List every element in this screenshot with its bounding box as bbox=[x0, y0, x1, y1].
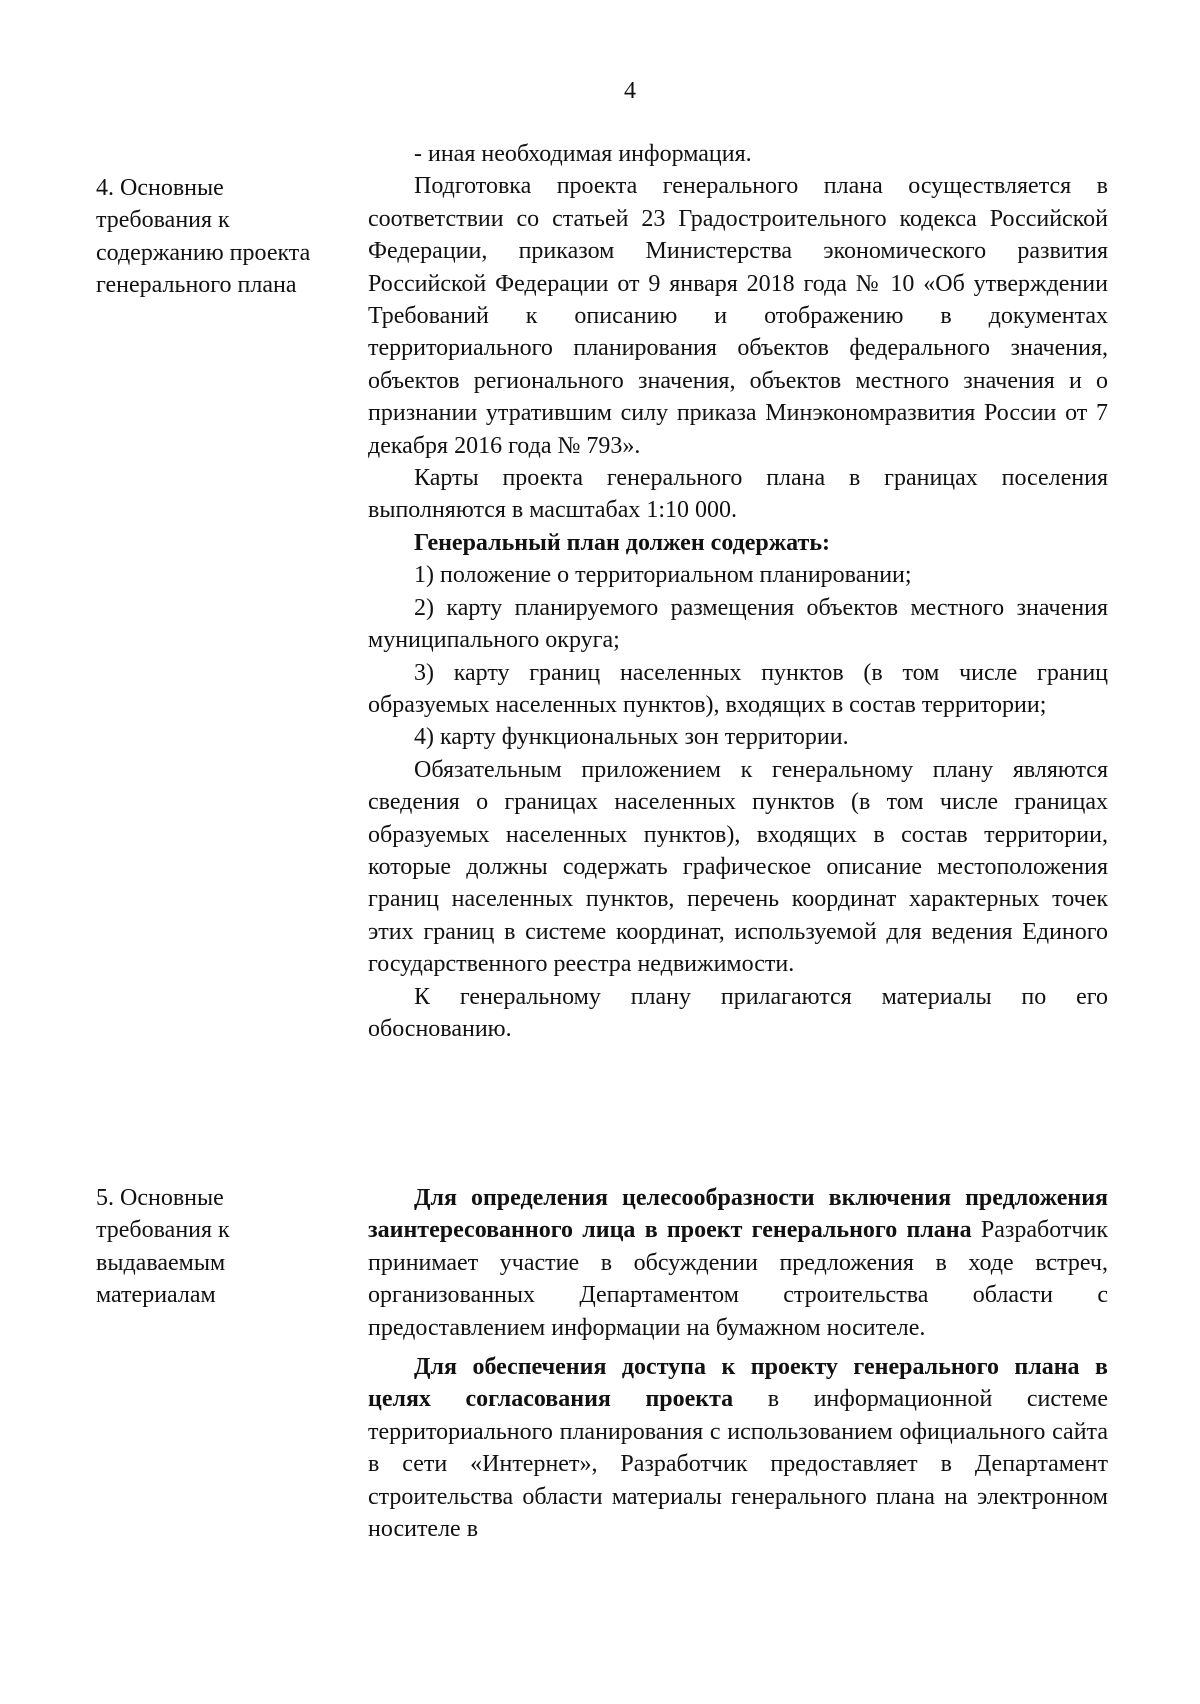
section-4-body bbox=[368, 138, 1108, 1045]
section-4-paragraph-3: Обязательным приложением к генеральному плану являются сведения о границах населенных пунктов (в том числе границах образуемых населенных пунктов), входящих в состав территории, которые должны содержать графическое описание местоположения границ населенных пунктов, перечень координат характерных точек этих границ в системе координат, используемой для ведения Единого государственного реестра недвижимости. bbox=[368, 756, 1108, 978]
section-5-paragraph-2-rest: в информационной системе территориального планирования с использованием официального сайта в сети «Интернет», Разработчик предоставляет в Департамент строительства области материалы генерального плана на электронном носителе в bbox=[368, 1386, 1109, 1543]
section-4-paragraph-4: К генеральному плану прилагаются материалы по его обоснованию. bbox=[368, 983, 1108, 1042]
section-4-list-item-4: 4) карту функциональных зон территории. bbox=[414, 724, 849, 751]
section-5-paragraph-1-bold: Для определения целесообразности включения предложения заинтересованного лица в проект генерального плана bbox=[368, 1185, 1108, 1244]
page-number: 4 bbox=[624, 78, 636, 104]
section-5-label: 5. Основные требования к выдаваемым материалам bbox=[96, 1185, 230, 1309]
section-4-label: 4. Основные требования к содержанию проекта генерального плана bbox=[96, 175, 311, 299]
section-4-list-item-1: 1) положение о территориальном планировании; bbox=[414, 562, 912, 589]
section-5-paragraph-1 bbox=[368, 1182, 1108, 1344]
section-4-list-item-3: 3) карту границ населенных пунктов (в том числе границ образуемых населенных пунктов), входящих в состав территории; bbox=[368, 659, 1108, 718]
section-5-paragraph-2-bold: Для обеспечения доступа к проекту генерального плана в целях согласования проекта bbox=[368, 1354, 1108, 1413]
section-5-paragraph-2 bbox=[368, 1351, 1108, 1545]
section-4-intro-line: - иная необходимая информация. bbox=[414, 141, 752, 167]
section-4-list-item-2: 2) карту планируемого размещения объектов местного значения муниципального округа; bbox=[368, 594, 1108, 654]
section-4-list-heading: Генеральный план должен содержать: bbox=[414, 529, 831, 556]
section-5-paragraph-1-rest: Разработчик принимает участие в обсуждении предложения в ходе встреч, организованных Департаментом строительства области с предоставлением информации на бумажном носителе. bbox=[368, 1217, 1108, 1341]
section-4-paragraph-2: Карты проекта генерального плана в границах поселения выполняются в масштабах 1:10 000. bbox=[368, 465, 1108, 524]
section-5-body bbox=[368, 1182, 1108, 1545]
section-4-paragraph-1: Подготовка проекта генерального плана осуществляется в соответствии со статьей 23 Градостроительного кодекса Российской Федерации, приказом Министерства экономического развития Российской Федерации от 9 января 2018 года № 10 «Об утверждении Требований к описанию и отображению в документах территориального планирования объектов федерального значения, объектов регионального значения, объектов местного значения и о признании утратившим силу приказа Минэкономразвития России от 7 декабря 2016 года № 793». bbox=[368, 173, 1108, 459]
